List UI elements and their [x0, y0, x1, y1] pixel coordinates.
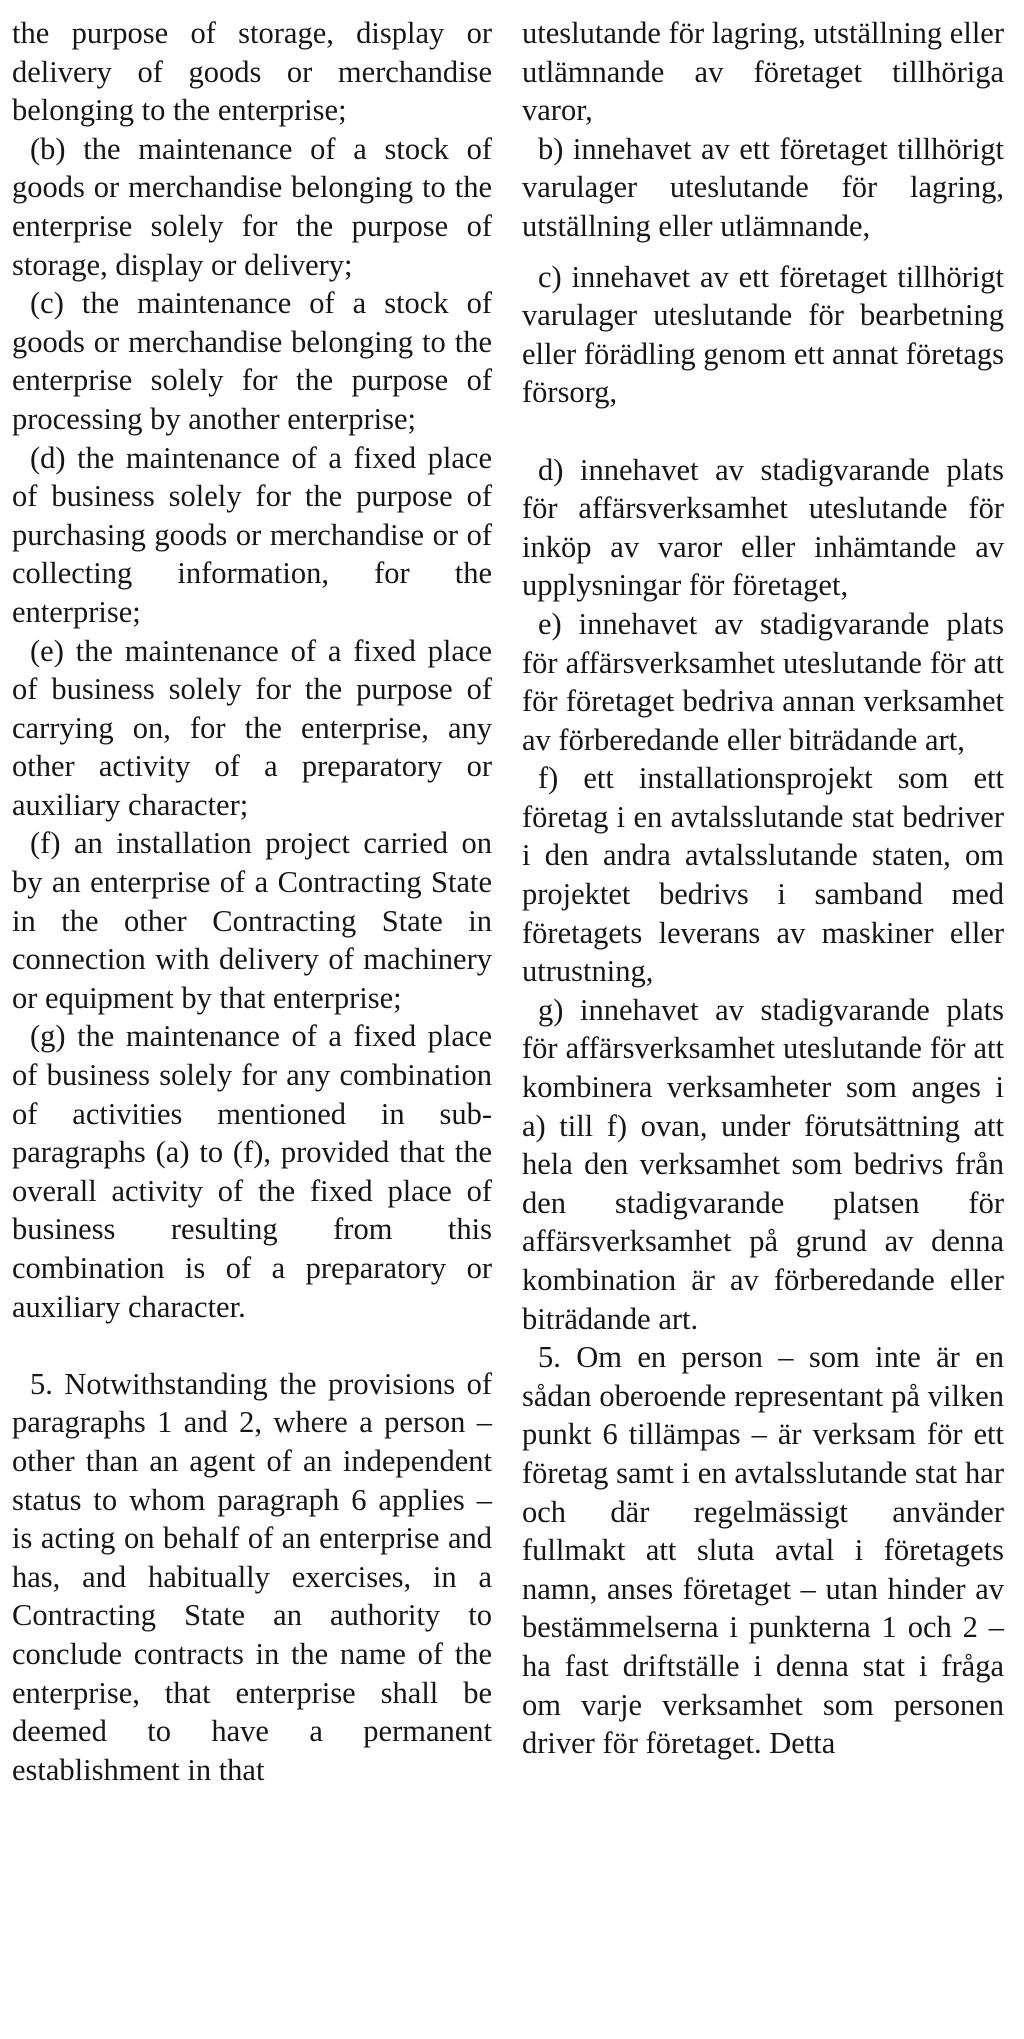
en-subparagraph-b: (b) the maintenance of a stock of goods or merchandise belonging to the enterprise solely for the purpose of storage, display or delivery;: [12, 131, 492, 282]
english-column: [12, 14, 492, 1789]
en-paragraph-5: 5. Notwithstanding the provisions of paragraphs 1 and 2, where a person – other than an agent of an independent status to whom paragraph 6 applies – is acting on behalf of an enterprise and has, and habitually exercises, in a Contracting State an authority to conclude contracts in the name of the enterprise, that enterprise shall be deemed to have a permanent establishment in that: [12, 1366, 492, 1787]
swedish-column: [522, 14, 1004, 1763]
sv-subparagraph-e: e) innehavet av stadigvarande plats för affärsverksamhet uteslutande för att för företaget bedriva annan verksamhet av förberedande eller biträdande art,: [522, 606, 1004, 757]
sv-subparagraph-b: b) innehavet av ett företaget tillhörigt varulager uteslutande för lagring, utställning eller utlämnande,: [522, 131, 1004, 243]
en-subparagraph-g: (g) the maintenance of a fixed place of business solely for any combination of activities mentioned in sub-paragraphs (a) to (f), provided that the overall activity of the fixed place of business resulting from this combination is of a preparatory or auxiliary character.: [12, 1019, 492, 1324]
en-subparagraph-d: (d) the maintenance of a fixed place of business solely for the purpose of purchasing goods or merchandise or of collecting information, for the enterprise;: [12, 440, 492, 629]
en-paragraph-intro: the purpose of storage, display or delivery of goods or merchandise belonging to the enterprise;: [12, 16, 492, 128]
sv-subparagraph-g: g) innehavet av stadigvarande plats för affärsverksamhet uteslutande för att kombinera verksamheter som anges i a) till f) ovan, under förutsättning att hela den verksamhet som bedrivs från den stadigvarande platsen för affärsverksamhet på grund av denna kombination är av förberedande eller biträdande art.: [522, 992, 1004, 1336]
sv-paragraph-intro: uteslutande för lagring, utställning eller utlämnande av företaget tillhöriga varor,: [522, 16, 1004, 128]
en-subparagraph-e: (e) the maintenance of a fixed place of business solely for the purpose of carrying on, for the enterprise, any other activity of a preparatory or auxiliary character;: [12, 633, 492, 822]
sv-subparagraph-f: f) ett installationsprojekt som ett företag i en avtalsslutande stat bedriver i den andra avtalsslutande staten, om projektet bedrivs i samband med företagets leverans av maskiner eller utrustning,: [522, 761, 1004, 989]
en-subparagraph-c: (c) the maintenance of a stock of goods or merchandise belonging to the enterprise solely for the purpose of processing by another enterprise;: [12, 286, 492, 436]
en-subparagraph-f: (f) an installation project carried on by an enterprise of a Contracting State in the other Contracting State in connection with delivery of machinery or equipment by that enterprise;: [12, 826, 492, 1015]
sv-paragraph-5: 5. Om en person – som inte är en sådan oberoende representant på vilken punkt 6 tillämpas – är verksam för ett företag samt i en avtalsslutande stat har och där regelmässigt använder fullmakt att sluta avtal i företagets namn, anses företaget – utan hinder av bestämmelserna i punkterna 1 och 2 – ha fast driftställe i denna stat i fråga om varje verksamhet som personen driver för företaget. Detta: [522, 1340, 1004, 1761]
sv-subparagraph-d: d) innehavet av stadigvarande plats för affärsverksamhet uteslutande för inköp av varor eller inhämtande av upplysningar för företaget,: [522, 452, 1004, 603]
sv-subparagraph-c: c) innehavet av ett företaget tillhörigt varulager uteslutande för bearbetning eller förädling genom ett annat företags försorg,: [522, 259, 1004, 410]
